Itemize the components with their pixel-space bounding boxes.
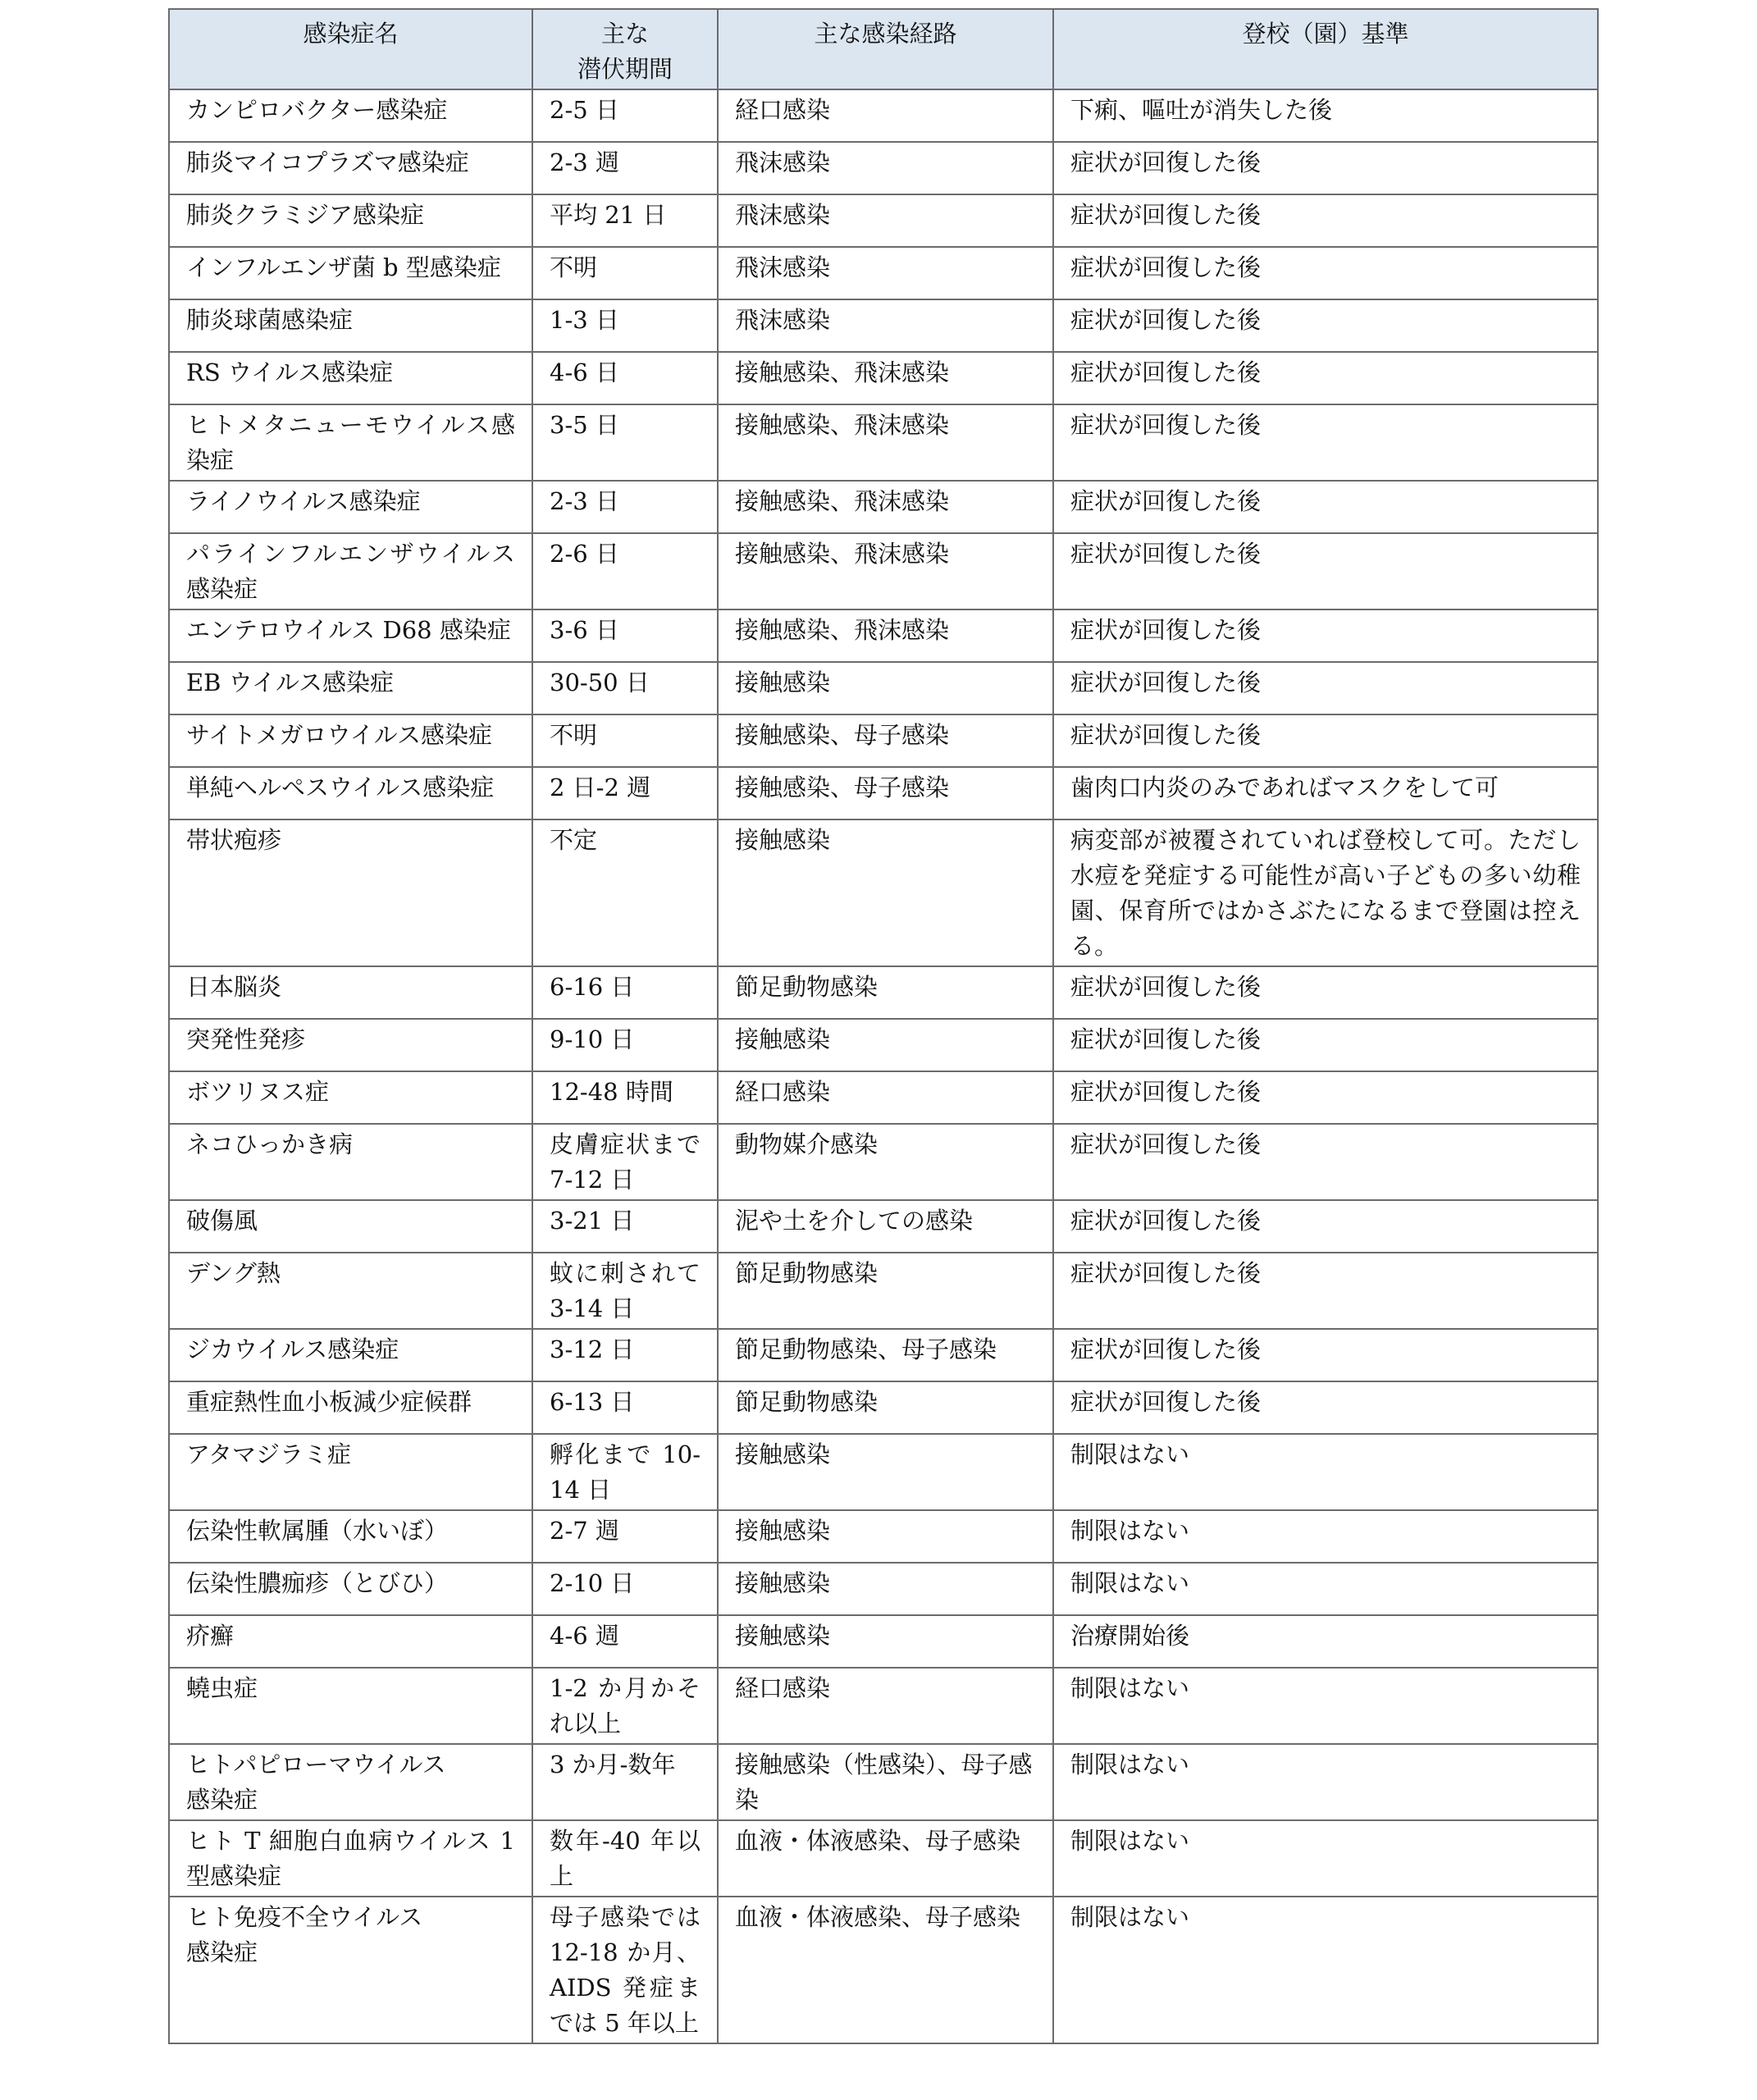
- cell-infection-route: [718, 1615, 1053, 1668]
- cell-incubation-period: [532, 299, 718, 352]
- cell-infection-route-text: 接触感染: [735, 1440, 831, 1468]
- cell-disease-name: [169, 194, 532, 247]
- cell-attendance-criteria: [1053, 89, 1598, 142]
- cell-attendance-criteria-text: 治療開始後: [1070, 1622, 1190, 1650]
- header-row: [169, 9, 1598, 89]
- cell-disease-name: [169, 1071, 532, 1124]
- cell-attendance-criteria-text: 症状が回復した後: [1070, 616, 1262, 644]
- cell-infection-route: [718, 1668, 1053, 1744]
- cell-incubation-period-text: 不明: [550, 721, 598, 749]
- cell-disease-name: [169, 609, 532, 662]
- cell-incubation-period-text: 3-6 日: [550, 616, 619, 644]
- cell-attendance-criteria-text: 症状が回復した後: [1070, 540, 1262, 568]
- table-row: [169, 89, 1598, 142]
- cell-infection-route: [718, 1510, 1053, 1563]
- table-row: [169, 1563, 1598, 1615]
- table-row: [169, 533, 1598, 609]
- cell-disease-name: [169, 1124, 532, 1200]
- cell-incubation-period-text: 1-3 日: [550, 306, 619, 334]
- cell-attendance-criteria-text: 症状が回復した後: [1070, 1259, 1262, 1287]
- table-row: [169, 1071, 1598, 1124]
- table-row: [169, 404, 1598, 481]
- cell-disease-name-text: エンテロウイルス D68 感染症: [186, 616, 511, 644]
- cell-infection-route-text: 泥や土を介しての感染: [735, 1207, 974, 1235]
- cell-disease-name: [169, 966, 532, 1019]
- table-row: [169, 1329, 1598, 1381]
- cell-attendance-criteria-text: 制限はない: [1070, 1517, 1190, 1545]
- cell-disease-name-text: ヒト免疫不全ウイルス 感染症: [186, 1903, 423, 1966]
- cell-incubation-period: [532, 1381, 718, 1434]
- cell-attendance-criteria: [1053, 966, 1598, 1019]
- cell-incubation-period-text: 3 か月-数年: [550, 1751, 676, 1778]
- cell-infection-route-text: 接触感染、母子感染: [735, 721, 950, 749]
- cell-disease-name-text: アタマジラミ症: [186, 1440, 351, 1468]
- cell-incubation-period: [532, 533, 718, 609]
- cell-attendance-criteria-text: 症状が回復した後: [1070, 487, 1262, 515]
- cell-infection-route: [718, 533, 1053, 609]
- table-row: [169, 662, 1598, 714]
- cell-infection-route-text: 接触感染（性感染）、母子感染: [735, 1751, 1033, 1814]
- cell-infection-route: [718, 1253, 1053, 1329]
- cell-attendance-criteria: [1053, 1510, 1598, 1563]
- cell-infection-route-text: 接触感染、飛沫感染: [735, 487, 950, 515]
- cell-attendance-criteria-text: 症状が回復した後: [1070, 1335, 1262, 1363]
- cell-infection-route-text: 血液・体液感染、母子感染: [735, 1827, 1021, 1855]
- cell-infection-route: [718, 1897, 1053, 2043]
- cell-infection-route: [718, 819, 1053, 966]
- cell-infection-route: [718, 1329, 1053, 1381]
- cell-disease-name: [169, 481, 532, 533]
- cell-incubation-period: [532, 662, 718, 714]
- cell-attendance-criteria: [1053, 1897, 1598, 2043]
- cell-disease-name: [169, 1510, 532, 1563]
- cell-disease-name: [169, 1897, 532, 2043]
- cell-incubation-period-text: 孵化まで 10-14 日: [550, 1440, 701, 1504]
- cell-disease-name: [169, 819, 532, 966]
- table-row: [169, 1615, 1598, 1668]
- cell-incubation-period: [532, 1124, 718, 1200]
- cell-disease-name-text: カンピロバクター感染症: [186, 96, 448, 124]
- cell-disease-name-text: ジカウイルス感染症: [186, 1335, 399, 1363]
- cell-infection-route: [718, 1563, 1053, 1615]
- cell-attendance-criteria-text: 症状が回復した後: [1070, 669, 1262, 696]
- cell-infection-route-text: 接触感染、母子感染: [735, 774, 950, 801]
- cell-disease-name-text: ライノウイルス感染症: [186, 487, 421, 515]
- cell-disease-name-text: デング熱: [186, 1259, 281, 1287]
- table-row: [169, 1510, 1598, 1563]
- cell-incubation-period: [532, 1615, 718, 1668]
- cell-infection-route-text: 飛沫感染: [735, 201, 831, 229]
- header-infection-route: 主な感染経路: [718, 9, 1053, 89]
- cell-infection-route-text: 接触感染: [735, 1569, 831, 1597]
- cell-attendance-criteria: [1053, 767, 1598, 819]
- cell-disease-name: [169, 714, 532, 767]
- cell-attendance-criteria: [1053, 1253, 1598, 1329]
- cell-incubation-period: [532, 247, 718, 299]
- cell-infection-route: [718, 1071, 1053, 1124]
- cell-disease-name-text: 伝染性膿痂疹（とびひ）: [186, 1569, 449, 1597]
- cell-disease-name-text: ボツリヌス症: [186, 1078, 330, 1106]
- table-row: [169, 1668, 1598, 1744]
- cell-incubation-period: [532, 1563, 718, 1615]
- cell-attendance-criteria-text: 下痢、嘔吐が消失した後: [1070, 96, 1333, 124]
- cell-infection-route-text: 接触感染: [735, 1622, 831, 1650]
- cell-infection-route: [718, 966, 1053, 1019]
- cell-incubation-period-text: 2-5 日: [550, 96, 619, 124]
- cell-disease-name-text: 肺炎クラミジア感染症: [186, 201, 425, 229]
- cell-incubation-period: [532, 1200, 718, 1253]
- cell-incubation-period: [532, 1744, 718, 1820]
- cell-incubation-period-text: 2-3 日: [550, 487, 619, 515]
- cell-attendance-criteria-text: 歯肉口内炎のみであればマスクをして可: [1070, 774, 1499, 801]
- cell-disease-name-text: 単純ヘルペスウイルス感染症: [186, 774, 495, 801]
- cell-infection-route: [718, 1744, 1053, 1820]
- cell-attendance-criteria: [1053, 1563, 1598, 1615]
- cell-disease-name: [169, 1668, 532, 1744]
- cell-disease-name: [169, 1253, 532, 1329]
- cell-incubation-period-text: 不定: [550, 826, 598, 854]
- cell-infection-route: [718, 1434, 1053, 1510]
- cell-infection-route-text: 飛沫感染: [735, 306, 831, 334]
- table-row: [169, 1381, 1598, 1434]
- cell-attendance-criteria-text: 症状が回復した後: [1070, 721, 1262, 749]
- cell-disease-name: [169, 1615, 532, 1668]
- cell-infection-route: [718, 1200, 1053, 1253]
- cell-infection-route-text: 接触感染、飛沫感染: [735, 358, 950, 386]
- cell-disease-name-text: 疥癬: [186, 1622, 235, 1650]
- cell-disease-name-text: サイトメガロウイルス感染症: [186, 721, 492, 749]
- cell-infection-route-text: 接触感染: [735, 1517, 831, 1545]
- cell-attendance-criteria: [1053, 609, 1598, 662]
- cell-infection-route: [718, 481, 1053, 533]
- cell-attendance-criteria: [1053, 1329, 1598, 1381]
- cell-attendance-criteria: [1053, 1744, 1598, 1820]
- cell-attendance-criteria-text: 病変部が被覆されていれば登校して可。ただし水痘を発症する可能性が高い子どもの多い幼稚園、保育所ではかさぶたになるまで登園は控える。: [1070, 826, 1581, 960]
- cell-disease-name-text: 伝染性軟属腫（水いぼ）: [186, 1517, 449, 1545]
- cell-incubation-period: [532, 819, 718, 966]
- cell-attendance-criteria-text: 症状が回復した後: [1070, 1078, 1262, 1106]
- header-incubation-period: [532, 9, 718, 89]
- cell-incubation-period-text: 4-6 週: [550, 1622, 619, 1650]
- cell-disease-name: [169, 299, 532, 352]
- cell-attendance-criteria-text: 症状が回復した後: [1070, 358, 1262, 386]
- cell-attendance-criteria-text: 症状が回復した後: [1070, 411, 1262, 439]
- cell-infection-route-text: 接触感染、飛沫感染: [735, 411, 950, 439]
- cell-incubation-period-text: 2-10 日: [550, 1569, 635, 1597]
- cell-infection-route-text: 飛沫感染: [735, 148, 831, 176]
- cell-infection-route: [718, 404, 1053, 481]
- header-incubation-line2: 潜伏期間: [577, 55, 673, 83]
- cell-disease-name: [169, 1563, 532, 1615]
- table-row: [169, 1434, 1598, 1510]
- cell-disease-name-text: 破傷風: [186, 1207, 258, 1235]
- table-row: [169, 714, 1598, 767]
- cell-incubation-period: [532, 404, 718, 481]
- cell-infection-route: [718, 1381, 1053, 1434]
- cell-infection-route-text: 接触感染、飛沫感染: [735, 540, 950, 568]
- table-row: [169, 142, 1598, 194]
- cell-incubation-period-text: 母子感染では 12-18 か月、AIDS 発症までは 5 年以上: [550, 1903, 701, 2037]
- cell-infection-route: [718, 1124, 1053, 1200]
- cell-incubation-period-text: 1-2 か月かそれ以上: [550, 1674, 701, 1737]
- table-row: [169, 299, 1598, 352]
- cell-disease-name-text: ヒトパピローマウイルス 感染症: [186, 1751, 446, 1814]
- cell-incubation-period-text: 6-16 日: [550, 973, 635, 1001]
- cell-incubation-period-text: 3-21 日: [550, 1207, 635, 1235]
- cell-disease-name-text: RS ウイルス感染症: [186, 358, 394, 386]
- cell-incubation-period-text: 2-6 日: [550, 540, 619, 568]
- cell-attendance-criteria-text: 症状が回復した後: [1070, 148, 1262, 176]
- cell-attendance-criteria: [1053, 1200, 1598, 1253]
- cell-infection-route-text: 動物媒介感染: [735, 1130, 878, 1158]
- cell-disease-name-text: ヒト T 細胞白血病ウイルス 1 型感染症: [186, 1827, 515, 1890]
- header-disease-name: 感染症名: [169, 9, 532, 89]
- cell-attendance-criteria: [1053, 662, 1598, 714]
- cell-attendance-criteria: [1053, 1071, 1598, 1124]
- cell-disease-name: [169, 1381, 532, 1434]
- cell-incubation-period: [532, 1434, 718, 1510]
- cell-incubation-period: [532, 194, 718, 247]
- cell-incubation-period-text: 6-13 日: [550, 1388, 635, 1416]
- cell-infection-route-text: 接触感染: [735, 1025, 831, 1053]
- cell-disease-name: [169, 404, 532, 481]
- cell-disease-name: [169, 1329, 532, 1381]
- cell-disease-name: [169, 1820, 532, 1897]
- cell-disease-name: [169, 89, 532, 142]
- cell-infection-route: [718, 299, 1053, 352]
- cell-incubation-period-text: 2-3 週: [550, 148, 619, 176]
- cell-disease-name-text: 肺炎マイコプラズマ感染症: [186, 148, 469, 176]
- cell-disease-name: [169, 352, 532, 404]
- cell-attendance-criteria-text: 制限はない: [1070, 1903, 1190, 1931]
- cell-infection-route: [718, 1820, 1053, 1897]
- cell-attendance-criteria-text: 制限はない: [1070, 1569, 1190, 1597]
- cell-disease-name: [169, 142, 532, 194]
- cell-disease-name-text: ネコひっかき病: [186, 1130, 354, 1158]
- cell-attendance-criteria-text: 制限はない: [1070, 1440, 1190, 1468]
- cell-disease-name: [169, 247, 532, 299]
- cell-incubation-period: [532, 481, 718, 533]
- table-row: [169, 1253, 1598, 1329]
- cell-disease-name-text: 帯状疱疹: [186, 826, 282, 854]
- table-body: [169, 89, 1598, 2043]
- cell-infection-route: [718, 767, 1053, 819]
- cell-incubation-period-text: 不明: [550, 253, 598, 281]
- cell-disease-name-text: パラインフルエンザウイルス感染症: [186, 540, 515, 603]
- table-row: [169, 481, 1598, 533]
- cell-disease-name: [169, 1434, 532, 1510]
- cell-attendance-criteria: [1053, 352, 1598, 404]
- table-row: [169, 194, 1598, 247]
- cell-infection-route-text: 接触感染: [735, 826, 831, 854]
- cell-attendance-criteria-text: 症状が回復した後: [1070, 1025, 1262, 1053]
- cell-incubation-period-text: 9-10 日: [550, 1025, 635, 1053]
- cell-disease-name-text: EB ウイルス感染症: [186, 669, 394, 696]
- cell-disease-name-text: 蟯虫症: [186, 1674, 258, 1702]
- cell-disease-name: [169, 767, 532, 819]
- cell-attendance-criteria: [1053, 1820, 1598, 1897]
- cell-disease-name-text: 重症熱性血小板減少症候群: [186, 1388, 472, 1416]
- cell-attendance-criteria: [1053, 194, 1598, 247]
- cell-incubation-period: [532, 1019, 718, 1071]
- cell-attendance-criteria: [1053, 299, 1598, 352]
- cell-attendance-criteria: [1053, 1615, 1598, 1668]
- cell-attendance-criteria: [1053, 1668, 1598, 1744]
- cell-attendance-criteria-text: 症状が回復した後: [1070, 1207, 1262, 1235]
- infectious-disease-table-container: [168, 8, 1597, 2044]
- cell-infection-route-text: 経口感染: [735, 96, 831, 124]
- cell-infection-route-text: 飛沫感染: [735, 253, 831, 281]
- table-row: [169, 1820, 1598, 1897]
- cell-attendance-criteria-text: 症状が回復した後: [1070, 306, 1262, 334]
- cell-disease-name: [169, 533, 532, 609]
- cell-incubation-period: [532, 714, 718, 767]
- cell-attendance-criteria-text: 症状が回復した後: [1070, 1130, 1262, 1158]
- cell-infection-route: [718, 194, 1053, 247]
- cell-infection-route: [718, 609, 1053, 662]
- cell-infection-route: [718, 662, 1053, 714]
- cell-attendance-criteria: [1053, 481, 1598, 533]
- cell-infection-route: [718, 714, 1053, 767]
- cell-infection-route-text: 節足動物感染: [735, 973, 878, 1001]
- cell-attendance-criteria-text: 制限はない: [1070, 1827, 1190, 1855]
- table-row: [169, 1744, 1598, 1820]
- cell-attendance-criteria: [1053, 247, 1598, 299]
- cell-infection-route: [718, 142, 1053, 194]
- table-row: [169, 1200, 1598, 1253]
- table-row: [169, 1124, 1598, 1200]
- cell-attendance-criteria: [1053, 1124, 1598, 1200]
- table-row: [169, 966, 1598, 1019]
- cell-incubation-period-text: 数年-40 年以上: [550, 1827, 701, 1890]
- cell-incubation-period: [532, 609, 718, 662]
- table-row: [169, 247, 1598, 299]
- cell-attendance-criteria: [1053, 1381, 1598, 1434]
- cell-incubation-period-text: 3-12 日: [550, 1335, 635, 1363]
- cell-incubation-period-text: 3-5 日: [550, 411, 619, 439]
- cell-disease-name-text: 突発性発疹: [186, 1025, 306, 1053]
- cell-incubation-period-text: 12-48 時間: [550, 1078, 673, 1106]
- cell-disease-name-text: インフルエンザ菌 b 型感染症: [186, 253, 501, 281]
- cell-infection-route: [718, 247, 1053, 299]
- cell-attendance-criteria: [1053, 819, 1598, 966]
- cell-incubation-period-text: 2 日-2 週: [550, 774, 651, 801]
- cell-disease-name: [169, 1744, 532, 1820]
- table-row: [169, 1019, 1598, 1071]
- table-row: [169, 1897, 1598, 2043]
- cell-incubation-period-text: 4-6 日: [550, 358, 619, 386]
- cell-incubation-period: [532, 1071, 718, 1124]
- cell-incubation-period: [532, 1510, 718, 1563]
- cell-infection-route: [718, 89, 1053, 142]
- cell-infection-route: [718, 352, 1053, 404]
- cell-attendance-criteria-text: 症状が回復した後: [1070, 201, 1262, 229]
- table-row: [169, 819, 1598, 966]
- cell-incubation-period: [532, 1668, 718, 1744]
- cell-infection-route-text: 節足動物感染: [735, 1388, 878, 1416]
- cell-disease-name: [169, 1200, 532, 1253]
- cell-incubation-period: [532, 142, 718, 194]
- cell-incubation-period: [532, 1253, 718, 1329]
- infectious-disease-table: [168, 8, 1599, 2044]
- cell-incubation-period: [532, 1329, 718, 1381]
- table-header: [169, 9, 1598, 89]
- cell-infection-route-text: 節足動物感染、母子感染: [735, 1335, 997, 1363]
- cell-disease-name: [169, 1019, 532, 1071]
- cell-attendance-criteria: [1053, 404, 1598, 481]
- cell-attendance-criteria: [1053, 1019, 1598, 1071]
- cell-attendance-criteria-text: 症状が回復した後: [1070, 253, 1262, 281]
- cell-infection-route: [718, 1019, 1053, 1071]
- cell-attendance-criteria: [1053, 142, 1598, 194]
- cell-incubation-period-text: 30-50 日: [550, 669, 650, 696]
- cell-infection-route-text: 血液・体液感染、母子感染: [735, 1903, 1021, 1931]
- cell-incubation-period-text: 蚊に刺されて 3-14 日: [550, 1259, 701, 1322]
- cell-incubation-period: [532, 352, 718, 404]
- cell-disease-name-text: ヒトメタニューモウイルス感染症: [186, 411, 515, 474]
- cell-incubation-period: [532, 966, 718, 1019]
- cell-attendance-criteria: [1053, 533, 1598, 609]
- header-attendance-criteria: 登校（園）基準: [1053, 9, 1598, 89]
- cell-attendance-criteria-text: 制限はない: [1070, 1751, 1190, 1778]
- cell-infection-route-text: 接触感染: [735, 669, 831, 696]
- cell-infection-route-text: 節足動物感染: [735, 1259, 878, 1287]
- cell-disease-name: [169, 662, 532, 714]
- cell-incubation-period-text: 平均 21 日: [550, 201, 667, 229]
- table-row: [169, 352, 1598, 404]
- cell-attendance-criteria-text: 症状が回復した後: [1070, 973, 1262, 1001]
- cell-disease-name-text: 日本脳炎: [186, 973, 282, 1001]
- table-row: [169, 609, 1598, 662]
- cell-infection-route-text: 接触感染、飛沫感染: [735, 616, 950, 644]
- cell-incubation-period: [532, 767, 718, 819]
- cell-attendance-criteria-text: 制限はない: [1070, 1674, 1190, 1702]
- header-incubation-line1: 主な: [600, 20, 649, 48]
- cell-incubation-period: [532, 1897, 718, 2043]
- cell-attendance-criteria: [1053, 714, 1598, 767]
- cell-infection-route-text: 経口感染: [735, 1674, 831, 1702]
- cell-infection-route-text: 経口感染: [735, 1078, 831, 1106]
- cell-incubation-period: [532, 89, 718, 142]
- cell-incubation-period: [532, 1820, 718, 1897]
- table-row: [169, 767, 1598, 819]
- cell-attendance-criteria-text: 症状が回復した後: [1070, 1388, 1262, 1416]
- cell-attendance-criteria: [1053, 1434, 1598, 1510]
- cell-incubation-period-text: 2-7 週: [550, 1517, 619, 1545]
- cell-disease-name-text: 肺炎球菌感染症: [186, 306, 354, 334]
- cell-incubation-period-text: 皮膚症状まで 7-12 日: [550, 1130, 701, 1194]
